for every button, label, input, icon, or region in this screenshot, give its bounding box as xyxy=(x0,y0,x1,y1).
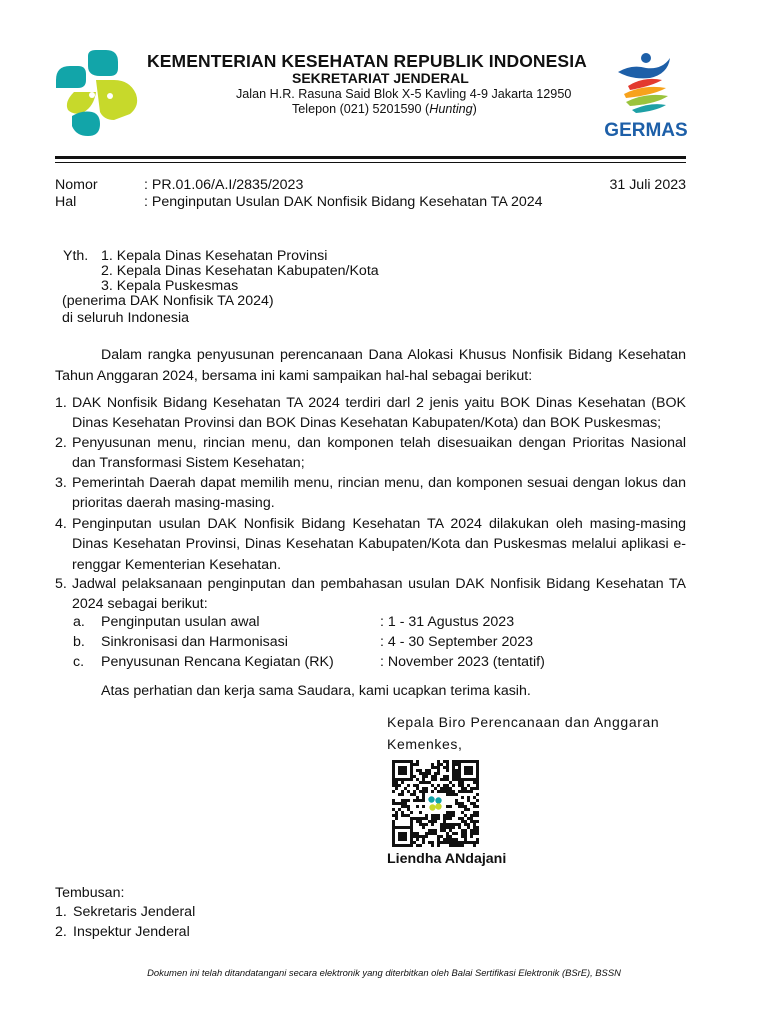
closing-sentence: Atas perhatian dan kerja sama Saudara, kami ucapkan terima kasih. xyxy=(101,683,531,699)
letterhead-rule-thin xyxy=(55,162,686,163)
address-line: Jalan H.R. Rasuna Said Blok X-5 Kavling 4-9 Jakarta 12950 xyxy=(236,87,572,101)
kemenkes-logo xyxy=(52,50,140,138)
ministry-name: KEMENTERIAN KESEHATAN REPUBLIK INDONESIA xyxy=(147,51,587,71)
recipient-location: di seluruh Indonesia xyxy=(62,310,189,326)
schedule-date: : 4 - 30 September 2023 xyxy=(380,634,534,650)
schedule-letter: c. xyxy=(73,654,85,670)
germas-logo-text: GERMAS xyxy=(604,120,688,140)
copies-item: 2. xyxy=(55,924,67,940)
letterhead-rule-thick xyxy=(55,156,686,159)
point-number: 1. xyxy=(55,395,67,411)
point-text: DAK Nonfisik Bidang Kesehatan TA 2024 terdiri darl 2 jenis yaitu BOK Dinas Kesehatan (BOK Dinas Kesehatan Provinsi dan BOK Dinas Kesehatan Kabupaten/Kota) dan BOK Puskesmas; xyxy=(72,395,686,432)
unit-name: SEKRETARIAT JENDERAL xyxy=(292,70,469,86)
point-number: 2. xyxy=(55,435,67,451)
copies-item: Inspektur Jenderal xyxy=(73,924,190,940)
nomor-label: Nomor xyxy=(55,177,98,193)
point-text: Pemerintah Daerah dapat memilih menu, rincian menu, dan komponen sesuai dengan lokus dan prioritas daerah masing-masing. xyxy=(72,475,686,512)
schedule-letter: a. xyxy=(73,614,85,630)
recipient-item: 3. Kepala Puskesmas xyxy=(101,278,239,294)
copies-label: Tembusan: xyxy=(55,885,125,901)
esign-footer-note: Dokumen ini telah ditandatangani secara elektronik yang diterbitkan oleh Balai Sertifikasi Elektronik (BSrE), BSSN xyxy=(147,967,621,978)
schedule-date: : November 2023 (tentatif) xyxy=(380,654,545,670)
point-text: Penyusunan menu, rincian menu, dan komponen telah disesuaikan dengan Prioritas Nasional dan Transformasi Sistem Kesehatan; xyxy=(72,435,686,472)
recipient-item: 1. Kepala Dinas Kesehatan Provinsi xyxy=(101,248,328,264)
signatory-title: Kemenkes, xyxy=(387,736,463,752)
signature-qr-code xyxy=(390,759,482,847)
schedule-activity: Penginputan usulan awal xyxy=(101,614,260,630)
copies-item: Sekretaris Jenderal xyxy=(73,904,196,920)
point-text: Penginputan usulan DAK Nonfisik Bidang Kesehatan TA 2024 dilakukan oleh masing-masing Dinas Kesehatan Provinsi, Dinas Kesehatan Kabupaten/Kota dan Puskesmas melalui aplikasi e-renggar Kementerian Kesehatan. xyxy=(72,516,686,573)
germas-logo xyxy=(604,50,688,140)
point-number: 4. xyxy=(55,516,67,532)
recipient-note: (penerima DAK Nonfisik TA 2024) xyxy=(62,293,274,309)
point-number: 5. xyxy=(55,576,67,592)
letter-date: 31 Juli 2023 xyxy=(609,177,686,193)
yth-label: Yth. xyxy=(63,248,89,264)
schedule-activity: Sinkronisasi dan Harmonisasi xyxy=(101,634,288,650)
schedule-letter: b. xyxy=(73,634,85,650)
signatory-name: Liendha ANdajani xyxy=(387,851,507,867)
hal-label: Hal xyxy=(55,194,77,210)
signatory-title: Kepala Biro Perencanaan dan Anggaran xyxy=(387,714,660,730)
intro-paragraph: Dalam rangka penyusunan perencanaan Dana Alokasi Khusus Nonfisik Bidang Kesehatan Tahun Anggaran 2024, bersama ini kami sampaikan hal-hal sebagai berikut: xyxy=(55,347,686,384)
point-number: 3. xyxy=(55,475,67,491)
nomor-value: : PR.01.06/A.I/2835/2023 xyxy=(144,177,304,193)
point-text: Jadwal pelaksanaan penginputan dan pembahasan usulan DAK Nonfisik Bidang Kesehatan TA 2024 sebagai berikut: xyxy=(72,576,686,613)
schedule-date: : 1 - 31 Agustus 2023 xyxy=(380,614,515,630)
recipient-item: 2. Kepala Dinas Kesehatan Kabupaten/Kota xyxy=(101,263,379,279)
schedule-activity: Penyusunan Rencana Kegiatan (RK) xyxy=(101,654,334,670)
copies-item: 1. xyxy=(55,904,67,920)
phone-line: Telepon (021) 5201590 (Hunting) xyxy=(292,102,477,116)
hal-value: : Penginputan Usulan DAK Nonfisik Bidang Kesehatan TA 2024 xyxy=(144,194,543,210)
